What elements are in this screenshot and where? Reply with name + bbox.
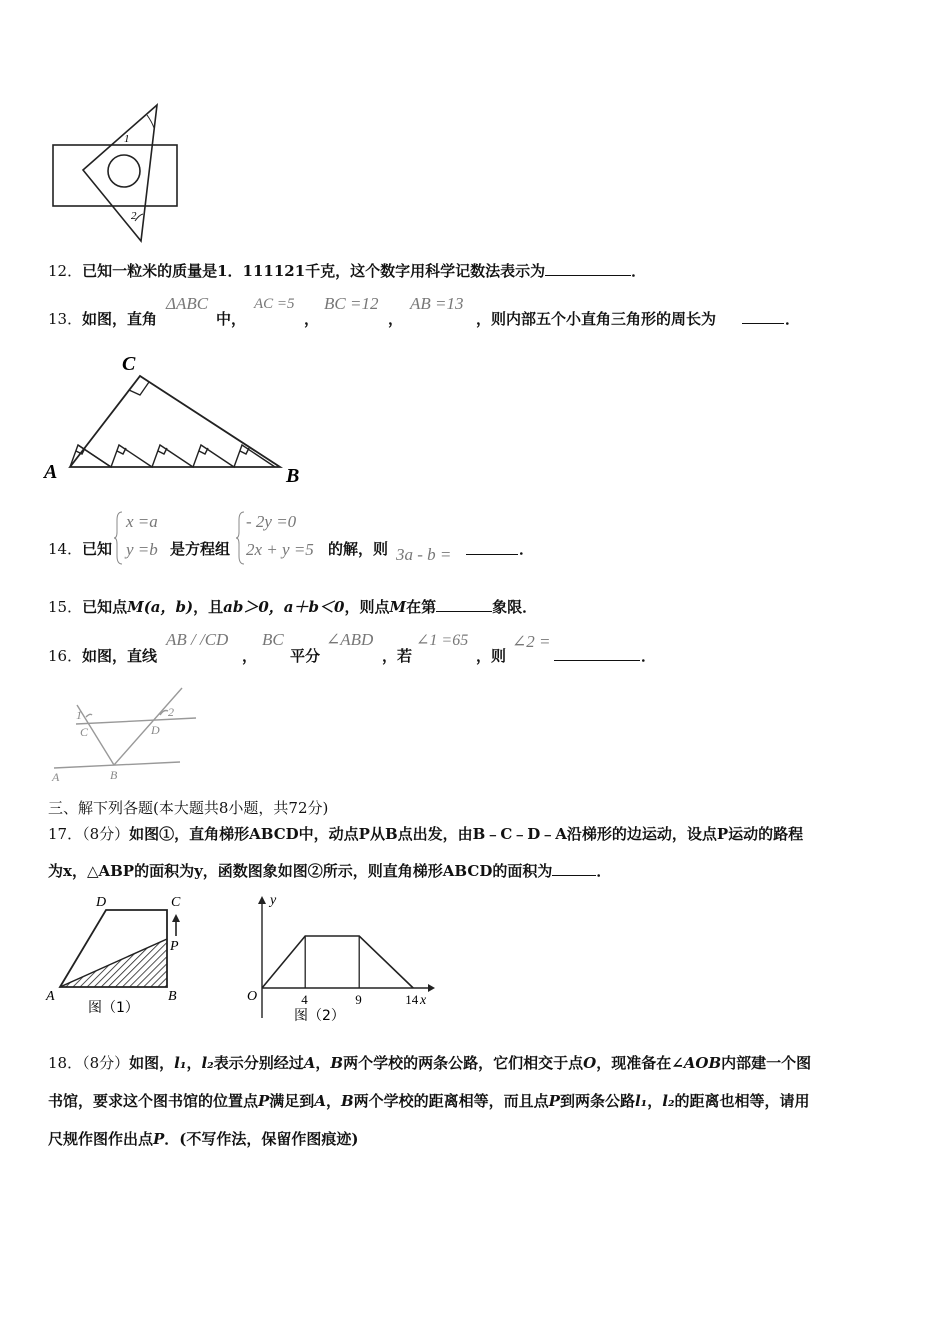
q18-line-1b: 表示分别经过: [213, 1054, 304, 1072]
q13-label-a: A: [44, 461, 58, 483]
q17-end: ．: [596, 862, 612, 880]
q16-end: ．: [641, 647, 657, 665]
q16-text-1: 如图，直线: [82, 647, 158, 665]
q16-line-cd: [76, 718, 196, 724]
q18-line-3b: ．(不写作法，保留作图痕迹): [164, 1130, 359, 1148]
q16-figure: [48, 685, 203, 785]
q18-line-2a: 书馆，要求这个图书馆的位置点: [48, 1092, 259, 1110]
q18-p3: P: [153, 1130, 165, 1148]
question-13: [48, 292, 908, 332]
x-tick-4: 4: [301, 992, 308, 1007]
q15-point: M(a，b): [127, 598, 194, 616]
q13-number: 13．: [48, 310, 83, 328]
x-tick-9: 9: [355, 992, 362, 1007]
q14-number: 14．: [48, 540, 83, 558]
q18-b2: B: [340, 1092, 354, 1110]
q15-text-4: 在第: [406, 598, 437, 616]
q16-math-angle-2: ∠2 =: [512, 632, 551, 651]
question-14: [48, 508, 908, 568]
q13-label-c: C: [122, 353, 136, 375]
q16-label-b: B: [110, 768, 118, 782]
q14-system-1-row-2: y =b: [126, 540, 158, 559]
x-tick-14: 14: [405, 992, 419, 1007]
q18-score: （8分）: [82, 1054, 130, 1072]
q12-end: ．: [631, 262, 647, 280]
q17-label-a: A: [46, 989, 55, 1004]
q14-brace-1: [114, 510, 124, 566]
section-3-title: 三、解下列各题(本大题共8小题，共72分): [48, 799, 329, 817]
q18-sep-d: ，: [647, 1092, 663, 1110]
q17-figure-1: [44, 888, 199, 1018]
q18-line-1c: 两个学校的两条公路，它们相交于点: [343, 1054, 584, 1072]
q16-line-bd: [114, 688, 182, 765]
q16-number: 16．: [48, 647, 83, 665]
q15-number: 15．: [48, 598, 83, 616]
q13-text-2: 中，: [216, 310, 247, 328]
x-axis-arrow: [428, 984, 435, 992]
q17-label-c: C: [171, 895, 181, 910]
q13-math-ab: AB =13: [410, 294, 464, 313]
q16-math-angle-abd: ∠ABD: [326, 630, 374, 649]
q11-rectangle: [53, 145, 177, 206]
q13-text-1: 如图，直角: [82, 310, 158, 328]
q14-text-1: 已知: [82, 540, 113, 558]
q18-line-2c: 两个学校的距离相等，而且点: [353, 1092, 549, 1110]
q17-line-2-text: 为x，△ABP的面积为y，函数图象如图②所示，则直角梯形ABCD的面积为: [48, 862, 553, 880]
q15-point-m: M: [389, 598, 407, 616]
q18-line-3a: 尺规作图作出点: [48, 1130, 154, 1148]
origin-label: O: [247, 989, 258, 1004]
q13-big-triangle: [70, 376, 280, 467]
q14-end: ．: [519, 540, 535, 558]
q14-brace-2: [236, 510, 246, 566]
q13-answer-blank[interactable]: [742, 309, 784, 324]
q18-a: A: [303, 1054, 316, 1072]
question-18-line-2: [48, 1091, 810, 1111]
q17-label-d: D: [96, 895, 107, 910]
q16-label-2: 2: [168, 705, 174, 719]
q17-figure-1-caption: 图（1）: [88, 1000, 139, 1016]
q18-sep-a: ，: [186, 1054, 202, 1072]
q18-p: P: [258, 1092, 270, 1110]
question-17-line-1: [48, 824, 803, 844]
q16-text-3: ，若: [382, 647, 413, 665]
q13-end: ．: [785, 310, 801, 328]
q12-answer-blank[interactable]: [545, 261, 631, 276]
question-17-line-2: [48, 861, 611, 881]
q16-text-2: 平分: [290, 647, 321, 665]
q17-answer-blank[interactable]: [552, 861, 596, 876]
q16-label-d: D: [151, 723, 160, 737]
q14-system-1-row-1: x =a: [126, 512, 158, 531]
q13-text-3: ，则内部五个小直角三角形的周长为: [476, 310, 717, 328]
q18-b: B: [330, 1054, 344, 1072]
q18-l1b: l₁: [634, 1092, 648, 1110]
q13-math-abc: ΔABC: [166, 294, 209, 313]
q18-l1: l₁: [174, 1054, 187, 1072]
q18-p2: P: [548, 1092, 560, 1110]
question-15: [48, 597, 537, 617]
y-axis-arrow: [258, 896, 266, 904]
q11-angle-1-label: 1: [124, 133, 130, 145]
q17-figure-2: [238, 888, 438, 1028]
q18-l2: l₂: [201, 1054, 214, 1072]
q14-system-2-row-2: 2x + y =5: [246, 540, 314, 559]
q13-figure: [40, 350, 310, 485]
q17-score: （8分）: [82, 825, 130, 843]
q18-line-1d: ，现准备在: [596, 1054, 672, 1072]
q18-l2b: l₂: [662, 1092, 675, 1110]
q14-text-3: 的解，则: [328, 540, 389, 558]
q16-math-bc: BC: [262, 630, 284, 649]
series-line: [262, 936, 413, 988]
x-axis-label: x: [420, 993, 427, 1008]
question-18-line-3: [48, 1129, 359, 1149]
q17-number: 17．: [48, 825, 83, 843]
q18-sep-c: ，: [325, 1092, 341, 1110]
q17-label-b: B: [168, 989, 177, 1004]
q18-sep-b: ，: [315, 1054, 331, 1072]
q11-figure: [48, 100, 183, 245]
q18-angle: ∠AOB: [671, 1054, 722, 1072]
q13-sep-1: ，: [304, 310, 320, 328]
q11-circle: [108, 155, 140, 187]
q18-line-2d: 到两条公路: [559, 1092, 635, 1110]
question-18-line-1: [48, 1053, 811, 1073]
q18-number: 18．: [48, 1054, 83, 1072]
q14-answer-blank[interactable]: [466, 540, 518, 555]
q15-answer-blank[interactable]: [436, 597, 492, 612]
q15-text-5: 象限．: [492, 598, 538, 616]
q14-text-2: 是方程组: [170, 540, 231, 558]
q16-math-angle-1: ∠1 =65: [416, 632, 469, 649]
q17-figure-2-caption: 图（2）: [294, 1008, 345, 1024]
q18-line-2e: 的距离也相等，请用: [674, 1092, 810, 1110]
q11-angle-2-label: 2: [131, 210, 137, 222]
q18-o: O: [583, 1054, 597, 1072]
q12-text: 已知一粒米的质量是1．111121千克，这个数字用科学记数法表示为: [82, 262, 546, 280]
q16-label-1: 1: [76, 708, 82, 722]
q16-text-4: ，则: [476, 647, 507, 665]
q13-math-bc: BC =12: [324, 294, 379, 313]
question-12: [48, 261, 646, 281]
q15-text-1: 已知点: [82, 598, 128, 616]
q13-math-ac: AC =5: [254, 296, 295, 312]
q16-label-c: C: [80, 725, 89, 739]
q15-conditions: ab＞0，a＋b＜0: [223, 598, 345, 616]
q15-text-3: ，则点: [344, 598, 390, 616]
y-axis-label: y: [270, 893, 277, 908]
q17-graph: [247, 893, 435, 1018]
question-16: [48, 630, 908, 670]
q17-label-p: P: [170, 939, 179, 954]
q16-answer-blank[interactable]: [554, 646, 640, 661]
q13-small-triangles: [70, 445, 275, 467]
q12-number: 12．: [48, 262, 83, 280]
q13-sep-2: ，: [388, 310, 404, 328]
q18-line-2b: 满足到: [269, 1092, 315, 1110]
q16-label-a: A: [52, 770, 60, 784]
q17-line-1-text: 如图①，直角梯形ABCD中，动点P从B点出发，由B﹣C﹣D﹣A沿梯形的边运动，设点P运动的路程: [129, 825, 804, 843]
q18-line-1a: 如图，: [129, 1054, 175, 1072]
q13-label-b: B: [286, 465, 300, 485]
q18-line-1e: 内部建一个图: [721, 1054, 812, 1072]
q14-system-2-row-1: - 2y =0: [246, 512, 297, 531]
q16-math-parallel: AB / /CD: [166, 630, 229, 649]
q11-triangle: [83, 105, 157, 241]
q14-expression: 3a - b =: [396, 545, 452, 564]
q18-a2: A: [314, 1092, 326, 1110]
q16-sep-1: ，: [242, 647, 258, 665]
q15-text-2: ，且: [193, 598, 224, 616]
